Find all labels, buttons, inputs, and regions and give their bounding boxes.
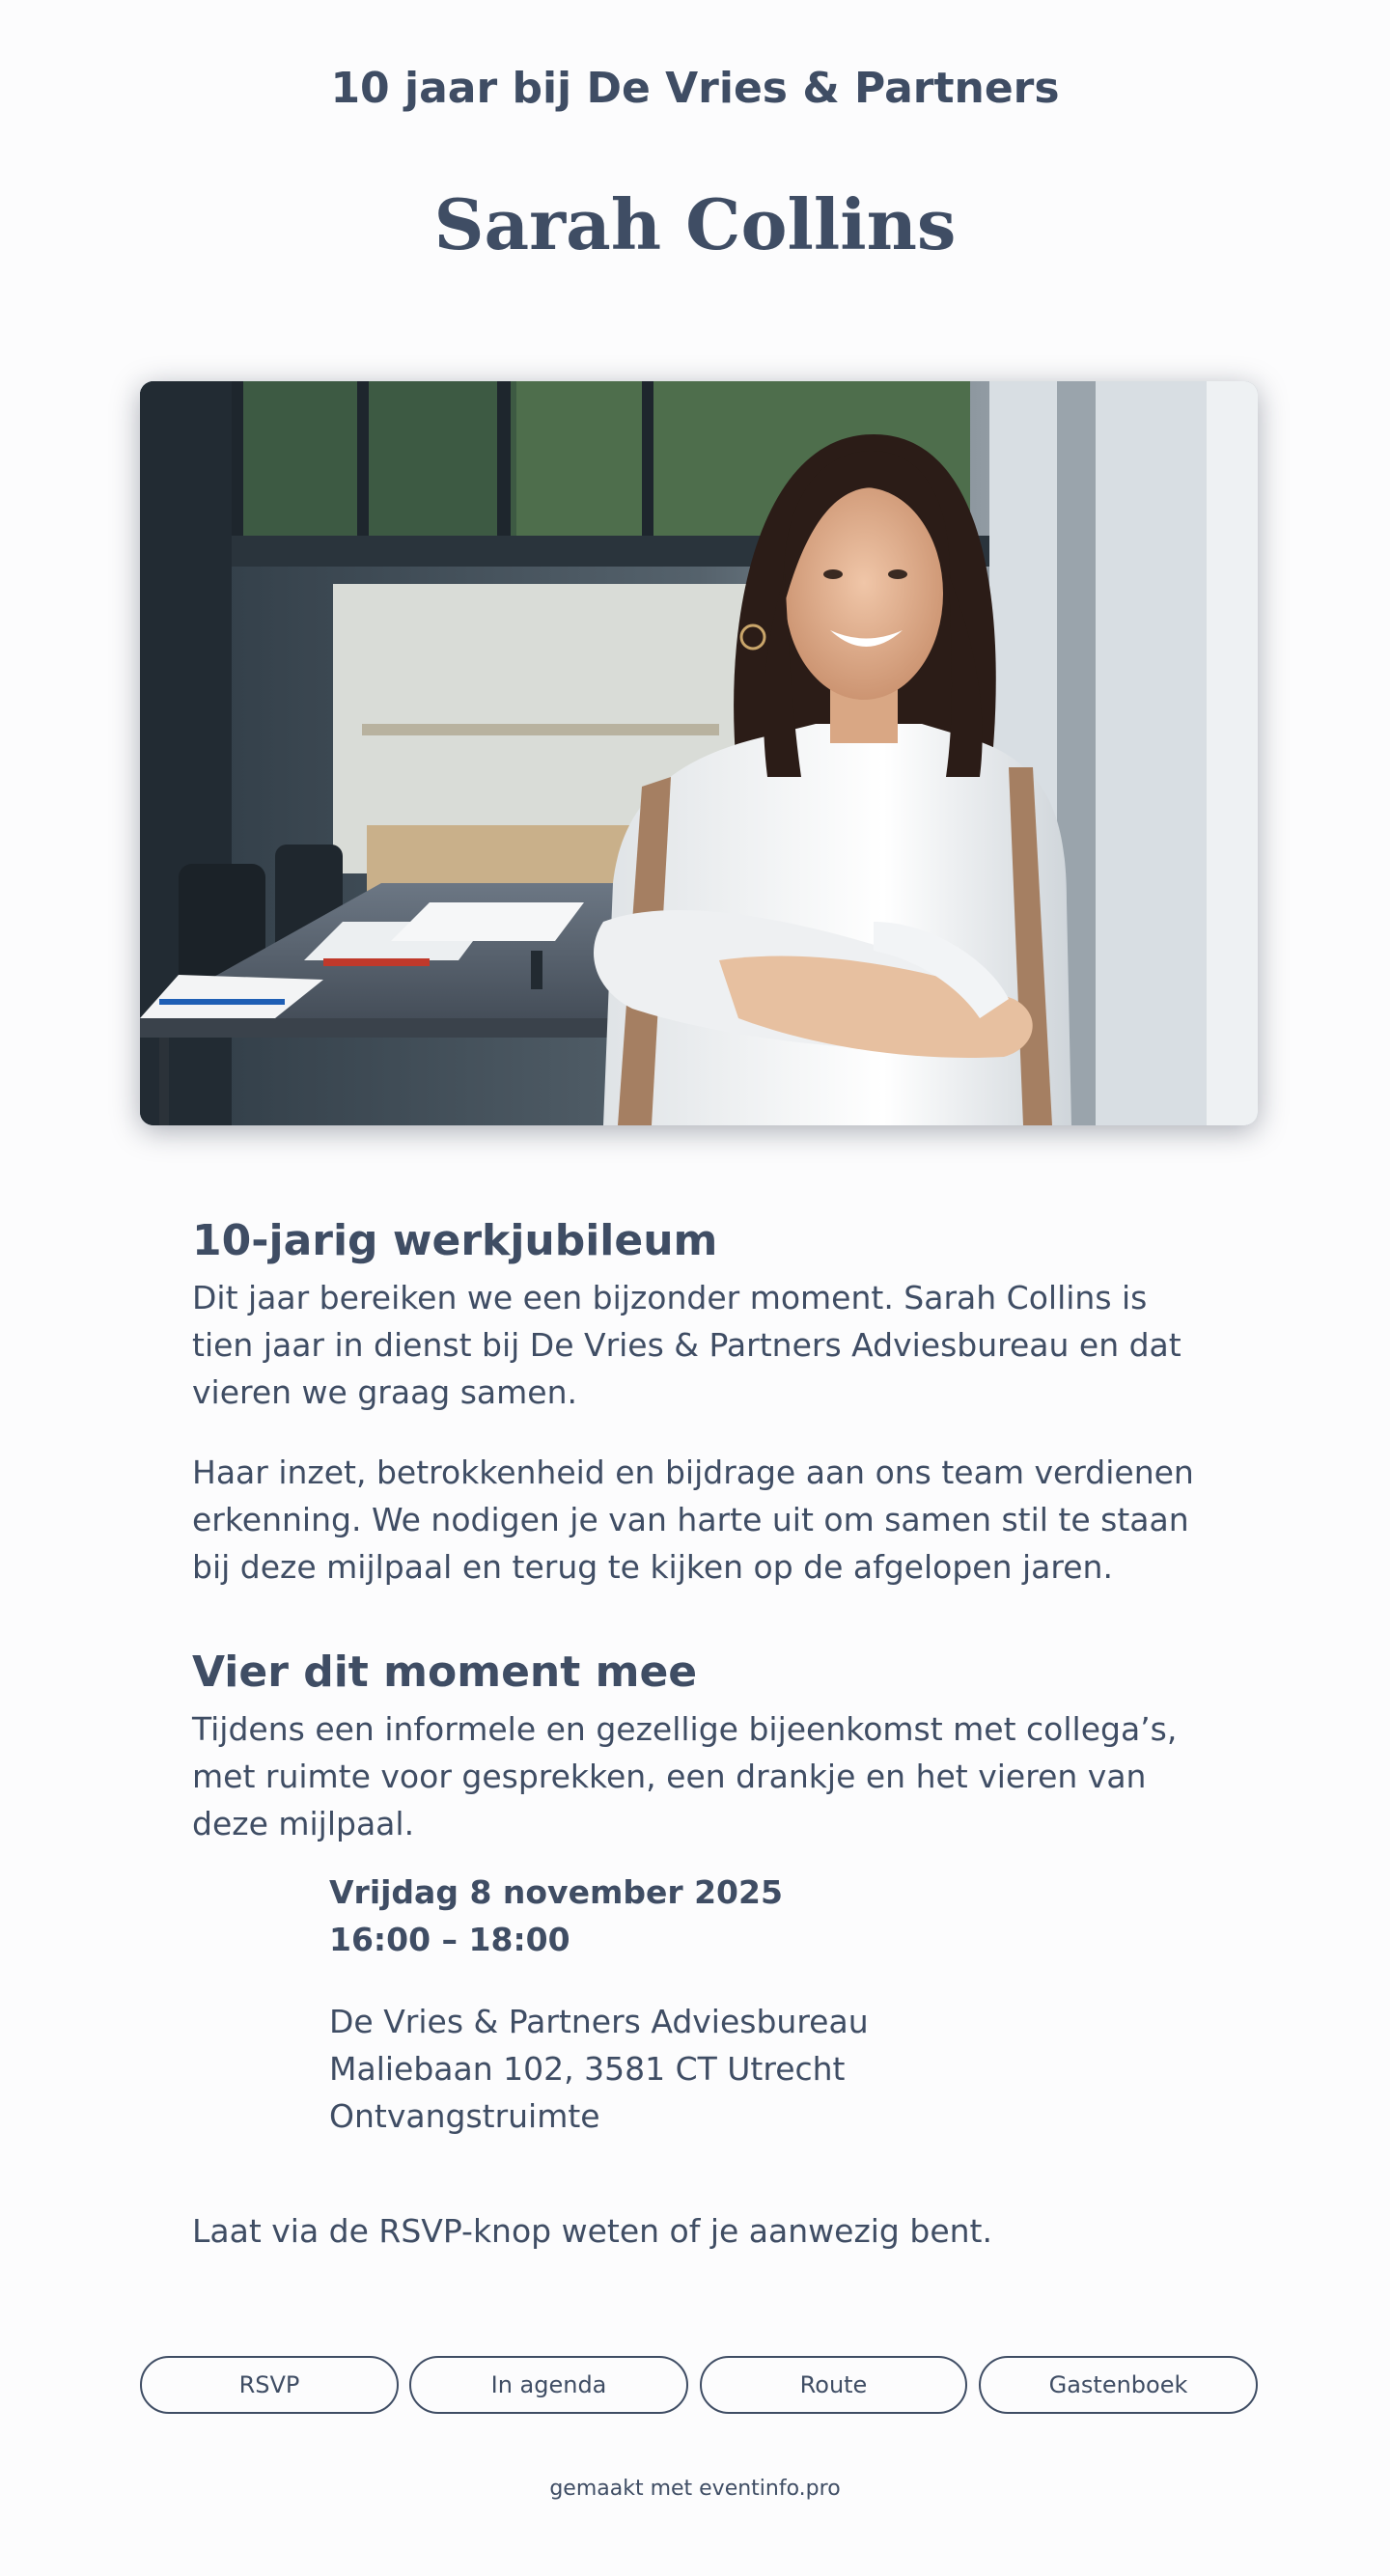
- jubileum-heading: 10-jarig werkjubileum: [192, 1216, 718, 1265]
- rsvp-button[interactable]: RSVP: [140, 2356, 399, 2414]
- event-date: Vrijdag 8 november 2025: [329, 1873, 783, 1911]
- event-venue: De Vries & Partners Adviesbureau: [329, 2003, 869, 2040]
- details-spacer: [329, 1963, 1198, 1998]
- event-eyebrow-title: 10 jaar bij De Vries & Partners: [330, 64, 1060, 113]
- celebrate-text: Tijdens een informele en gezellige bijeenkomst met collega’s, met ruimte voor gesprekken, een drankje en het vieren van deze mijlpaal.: [192, 1710, 1178, 1842]
- action-buttons: [140, 2356, 1258, 2414]
- add-to-calendar-button[interactable]: In agenda: [409, 2356, 688, 2414]
- honoree-name: Sarah Collins: [433, 183, 957, 265]
- jubileum-paragraph-2: Haar inzet, betrokkenheid en bijdrage aan ons team verdienen erkenning. We nodigen je van harte uit om samen stil te staan bij deze mijlpaal en terug te kijken op de afgelopen jaren.: [192, 1454, 1194, 1586]
- guestbook-button[interactable]: Gastenboek: [979, 2356, 1258, 2414]
- jubileum-paragraph-1: Dit jaar bereiken we een bijzonder moment. Sarah Collins is tien jaar in dienst bij De Vries & Partners Adviesbureau en dat vieren we graag samen.: [192, 1279, 1182, 1411]
- event-address: Maliebaan 102, 3581 CT Utrecht: [329, 2050, 846, 2088]
- route-button[interactable]: Route: [700, 2356, 967, 2414]
- event-time: 16:00 – 18:00: [329, 1921, 570, 1958]
- footer-credit[interactable]: gemaakt met eventinfo.pro: [549, 2477, 841, 2501]
- hero-photo: [140, 381, 1258, 1125]
- rsvp-note: Laat via de RSVP-knop weten of je aanwezig bent.: [192, 2212, 992, 2250]
- event-room: Ontvangstruimte: [329, 2097, 600, 2135]
- event-details: [329, 1869, 1198, 2140]
- celebrate-heading: Vier dit moment mee: [192, 1648, 698, 1697]
